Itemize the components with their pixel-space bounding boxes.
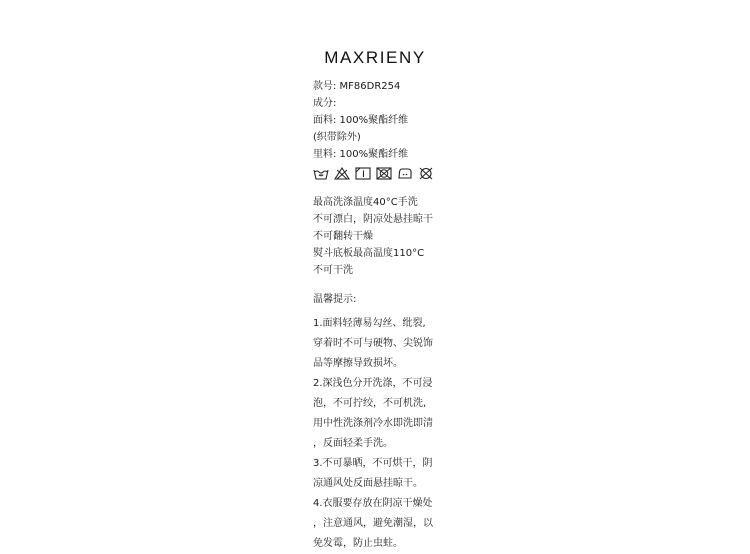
care-label [313,78,473,554]
composition-title: 成分: [313,98,337,109]
shell-fabric-note: (织带除外) [313,132,361,143]
tip-line: 免发霉，防止虫蛀。 [313,538,403,549]
tip-line: 泡，不可拧绞，不可机洗, [313,398,427,409]
tips-title: 温馨提示: [313,294,357,305]
tip-line: ，注意通风，避免潮湿，以 [313,518,433,529]
care-text-line: 不可翻转干燥 [313,231,373,242]
do-not-tumble-dry-icon [376,167,392,180]
tip-line: 4.衣服要存放在阴凉干燥处 [313,498,433,509]
do-not-bleach-icon [334,167,350,180]
care-text-line: 不可漂白，阴凉处悬挂晾干 [313,214,433,225]
tip-line: 2.深浅色分开洗涤，不可浸 [313,378,433,389]
care-symbols [313,166,473,180]
tips-list [313,314,473,554]
lining-fabric: 里料: 100%聚酯纤维 [313,149,409,160]
care-text-line: 熨斗底板最高温度110°C [313,248,425,259]
tip-line: 品等摩擦导致损坏。 [313,358,403,369]
care-text-line: 不可干洗 [313,265,353,276]
line-dry-shade-icon [355,167,371,180]
tip-line: 1.面料轻薄易勾丝、纰裂, [313,318,426,329]
do-not-dry-clean-icon [418,167,434,180]
care-text-line: 最高洗涤温度40°C手洗 [313,197,418,208]
tip-line: ，反面轻柔手洗。 [313,438,393,449]
brand-title: MAXRIENY [324,48,426,67]
tip-line: 凉通风处反面悬挂晾干。 [313,478,423,489]
tip-line: 3.不可暴晒，不可烘干，阴 [313,458,433,469]
shell-fabric: 面料: 100%聚酯纤维 [313,115,409,126]
iron-medium-icon [397,167,413,180]
tip-line: 用中性洗涤剂冷水即洗即清 [313,418,433,429]
wash-40-icon [313,167,329,180]
style-number: 款号: MF86DR254 [313,81,401,92]
tip-line: 穿着时不可与硬物、尖锐饰 [313,338,433,349]
